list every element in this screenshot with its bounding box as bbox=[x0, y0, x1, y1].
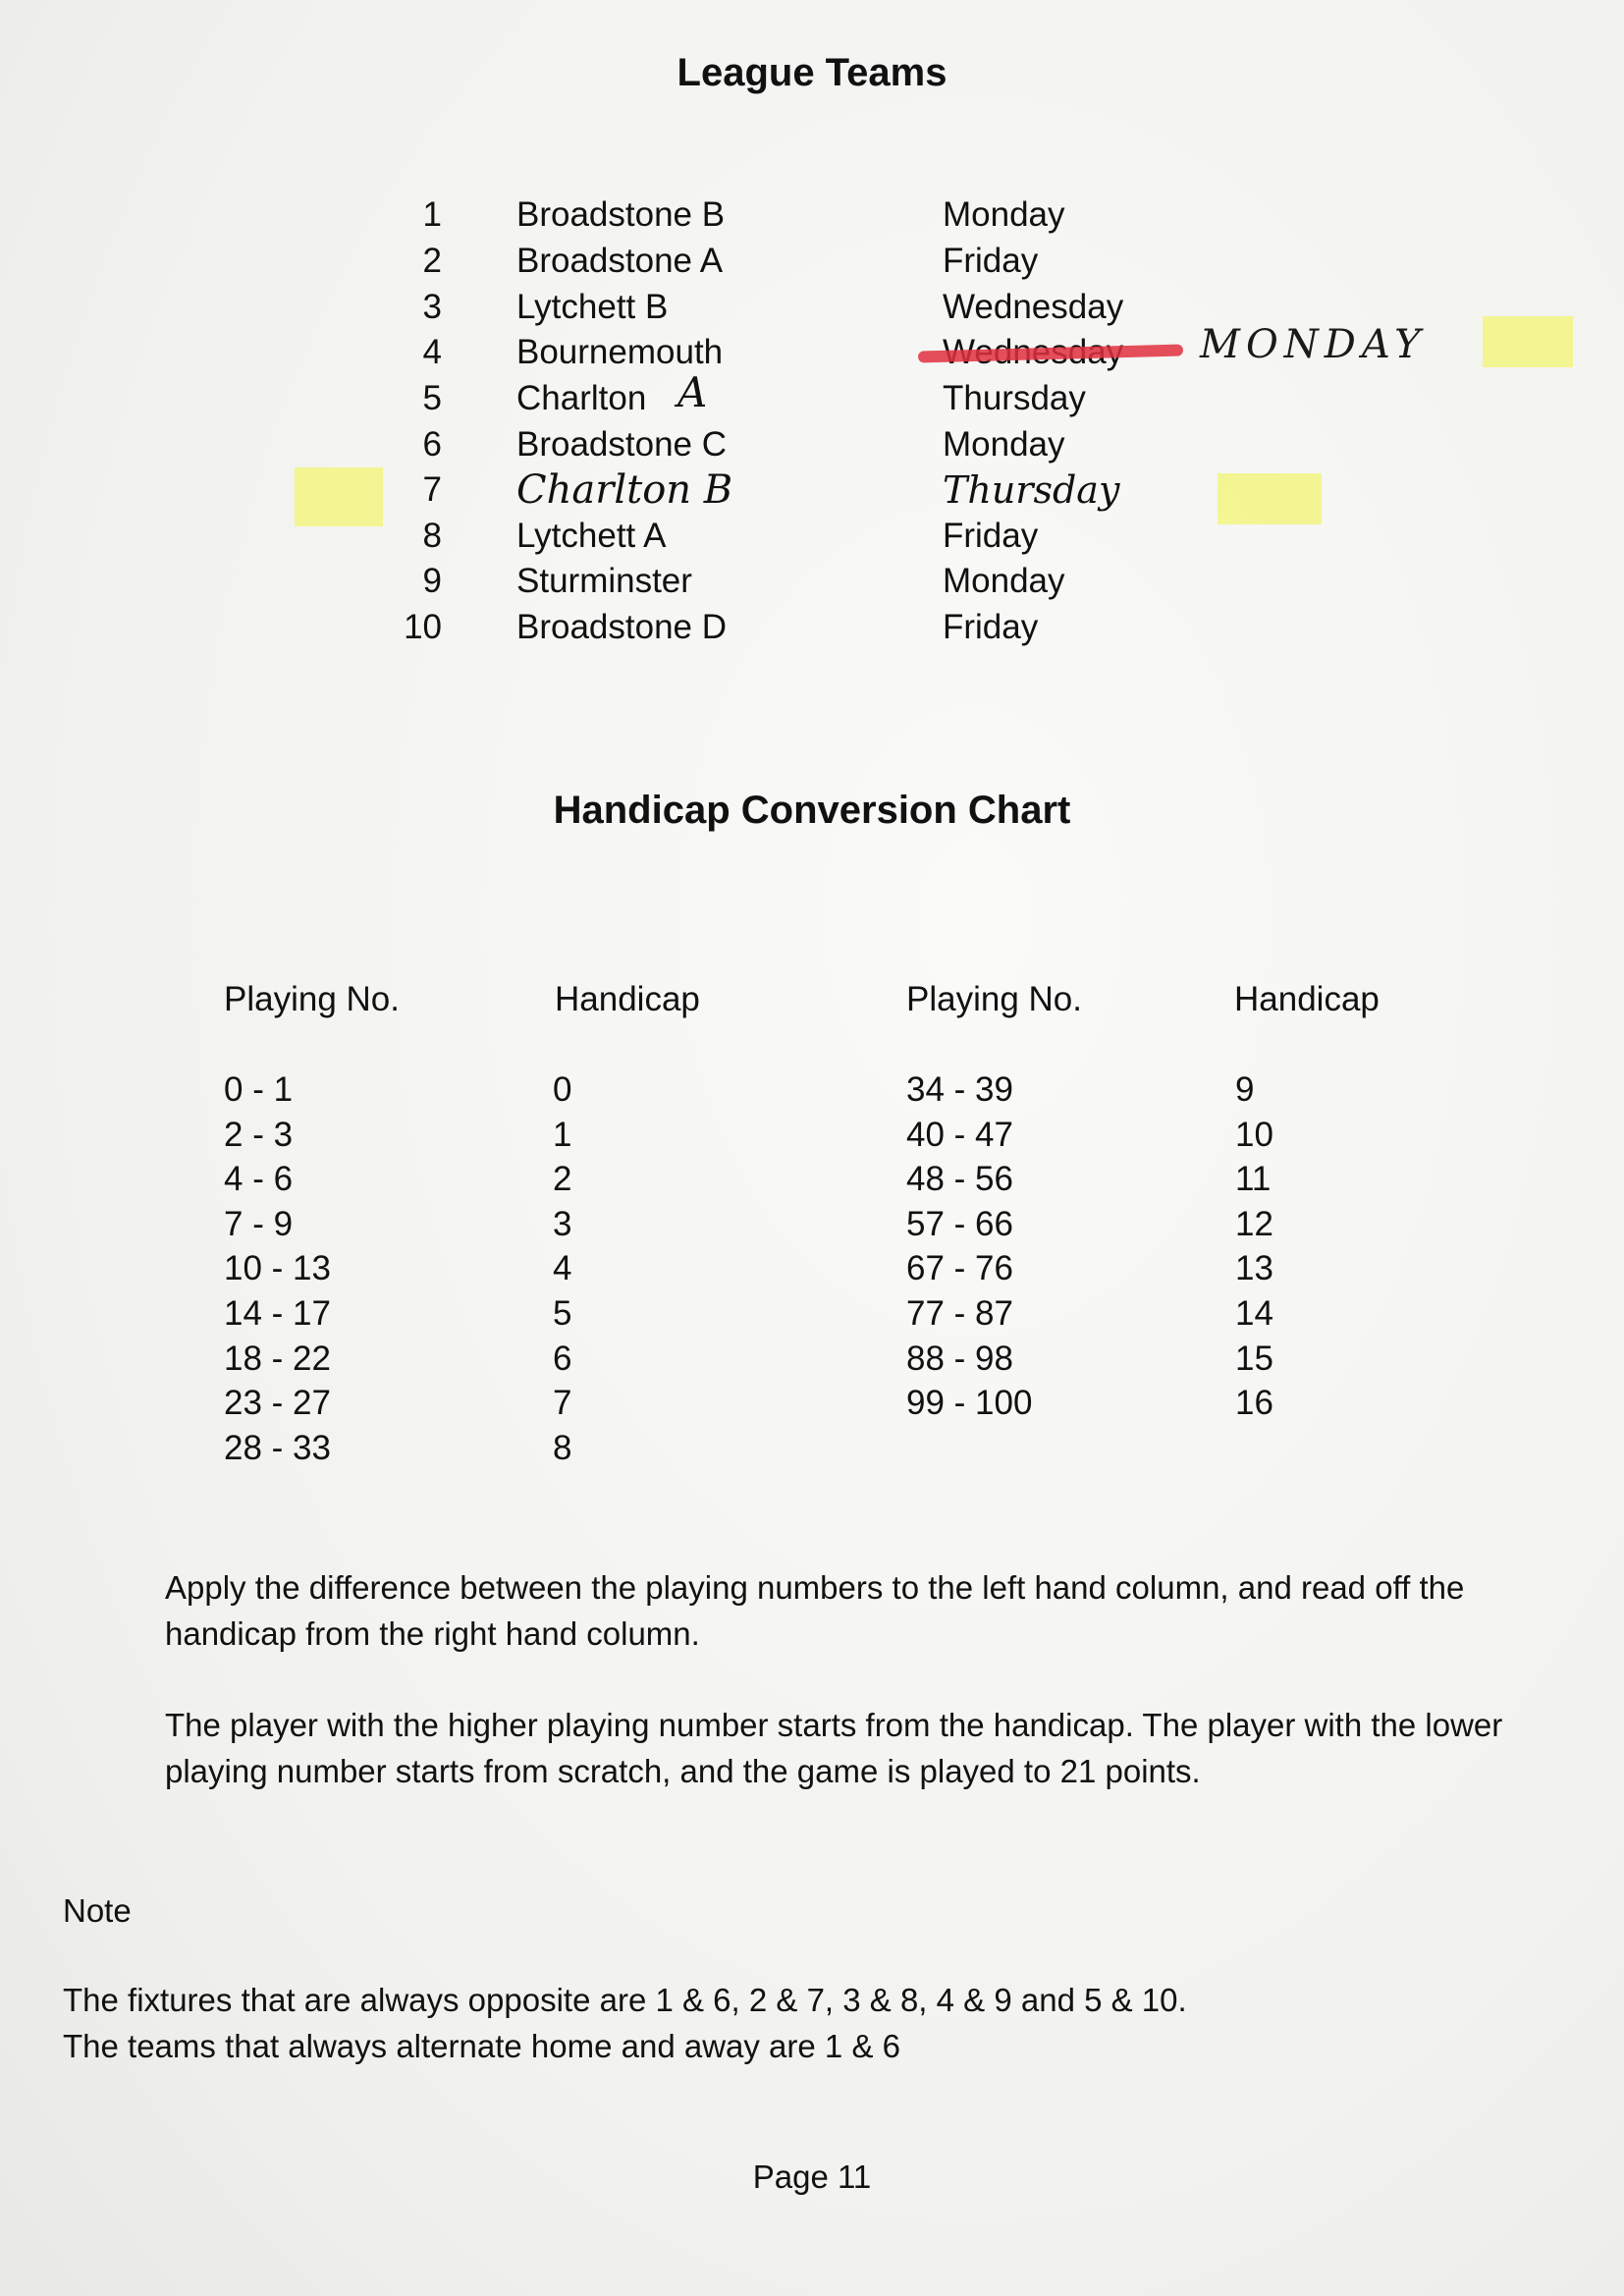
team-number: 3 bbox=[422, 288, 442, 326]
header-playing-no-right: Playing No. bbox=[906, 980, 1082, 1018]
team-number: 9 bbox=[422, 562, 442, 600]
playing-number-range: 4 - 6 bbox=[224, 1160, 294, 1198]
handicap-value: 9 bbox=[1235, 1070, 1255, 1109]
team-name-handwritten-note: A bbox=[677, 368, 708, 416]
instruction-paragraph-1: Apply the difference between the playing numbers to the left hand column, and read off the handicap from the right hand column. bbox=[165, 1569, 1465, 1652]
handicap-value: 2 bbox=[553, 1160, 572, 1198]
playing-number-range: 0 - 1 bbox=[224, 1070, 294, 1109]
playing-number-range: 48 - 56 bbox=[906, 1160, 1013, 1198]
highlight-mark bbox=[295, 467, 383, 526]
playing-number-range: 99 - 100 bbox=[906, 1384, 1033, 1422]
playing-number-range: 67 - 76 bbox=[906, 1249, 1013, 1287]
team-number: 8 bbox=[422, 517, 442, 555]
team-name: Broadstone C bbox=[516, 425, 728, 464]
team-day: Thursday bbox=[943, 379, 1086, 417]
highlight-mark bbox=[1218, 473, 1322, 524]
playing-number-range: 88 - 98 bbox=[906, 1339, 1013, 1378]
team-day: Wednesday bbox=[943, 288, 1124, 326]
team-number: 5 bbox=[422, 379, 442, 417]
handicap-value: 8 bbox=[553, 1429, 572, 1467]
team-number: 6 bbox=[422, 425, 442, 464]
league-teams-title: League Teams bbox=[677, 51, 947, 94]
handicap-value: 13 bbox=[1235, 1249, 1273, 1287]
playing-number-range: 23 - 27 bbox=[224, 1384, 331, 1422]
handicap-value: 5 bbox=[553, 1294, 572, 1333]
header-handicap-left: Handicap bbox=[555, 980, 700, 1018]
handicap-value: 7 bbox=[553, 1384, 572, 1422]
handwritten-correction: MONDAY bbox=[1200, 322, 1427, 367]
note-line-1: The fixtures that are always opposite are 1 & 6, 2 & 7, 3 & 8, 4 & 9 and 5 & 10. bbox=[63, 1982, 1187, 2018]
handicap-value: 15 bbox=[1235, 1339, 1273, 1378]
playing-number-range: 77 - 87 bbox=[906, 1294, 1013, 1333]
note-line-2: The teams that always alternate home and away are 1 & 6 bbox=[63, 2028, 900, 2064]
handicap-value: 4 bbox=[553, 1249, 572, 1287]
note-label: Note bbox=[63, 1892, 132, 1929]
playing-number-range: 57 - 66 bbox=[906, 1205, 1013, 1243]
handicap-value: 16 bbox=[1235, 1384, 1273, 1422]
handicap-chart-title: Handicap Conversion Chart bbox=[553, 789, 1071, 832]
playing-number-range: 28 - 33 bbox=[224, 1429, 331, 1467]
playing-number-range: 2 - 3 bbox=[224, 1116, 294, 1154]
page-number: Page 11 bbox=[752, 2159, 872, 2195]
team-name: Sturminster bbox=[516, 562, 692, 600]
playing-number-range: 10 - 13 bbox=[224, 1249, 331, 1287]
handicap-value: 6 bbox=[553, 1339, 572, 1378]
team-number: 4 bbox=[422, 333, 442, 371]
team-day: Friday bbox=[943, 608, 1039, 646]
team-number: 7 bbox=[422, 470, 442, 509]
team-day: Monday bbox=[943, 425, 1065, 464]
team-name: Lytchett A bbox=[516, 517, 667, 555]
team-day: Monday bbox=[943, 195, 1065, 234]
playing-number-range: 40 - 47 bbox=[906, 1116, 1013, 1154]
team-name: Lytchett B bbox=[516, 288, 669, 326]
team-number: 10 bbox=[404, 608, 442, 646]
team-day: Friday bbox=[943, 242, 1039, 280]
team-name: Broadstone D bbox=[516, 608, 728, 646]
instruction-paragraph-2: The player with the higher playing number starts from the handicap. The player with the lower playing number starts from scratch, and the game is played to 21 points. bbox=[165, 1707, 1503, 1789]
handicap-value: 1 bbox=[553, 1116, 572, 1154]
team-day: Friday bbox=[943, 517, 1039, 555]
handicap-value: 3 bbox=[553, 1205, 572, 1243]
team-day: Monday bbox=[943, 562, 1065, 600]
playing-number-range: 18 - 22 bbox=[224, 1339, 331, 1378]
team-number: 2 bbox=[422, 242, 442, 280]
header-handicap-right: Handicap bbox=[1234, 980, 1380, 1018]
team-name: Charlton bbox=[516, 379, 647, 417]
team-name: Bournemouth bbox=[516, 333, 724, 371]
handicap-value: 12 bbox=[1235, 1205, 1273, 1243]
handicap-value: 14 bbox=[1235, 1294, 1273, 1333]
team-day: Thursday bbox=[943, 468, 1120, 512]
team-number: 1 bbox=[422, 195, 442, 234]
playing-number-range: 7 - 9 bbox=[224, 1205, 294, 1243]
team-name: Charlton B bbox=[516, 467, 733, 513]
highlight-mark bbox=[1483, 316, 1573, 367]
playing-number-range: 34 - 39 bbox=[906, 1070, 1013, 1109]
playing-number-range: 14 - 17 bbox=[224, 1294, 331, 1333]
handicap-value: 10 bbox=[1235, 1116, 1273, 1154]
team-name: Broadstone B bbox=[516, 195, 726, 234]
handicap-value: 11 bbox=[1235, 1160, 1272, 1198]
header-playing-no-left: Playing No. bbox=[224, 980, 400, 1018]
handicap-value: 0 bbox=[553, 1070, 572, 1109]
team-name: Broadstone A bbox=[516, 242, 724, 280]
